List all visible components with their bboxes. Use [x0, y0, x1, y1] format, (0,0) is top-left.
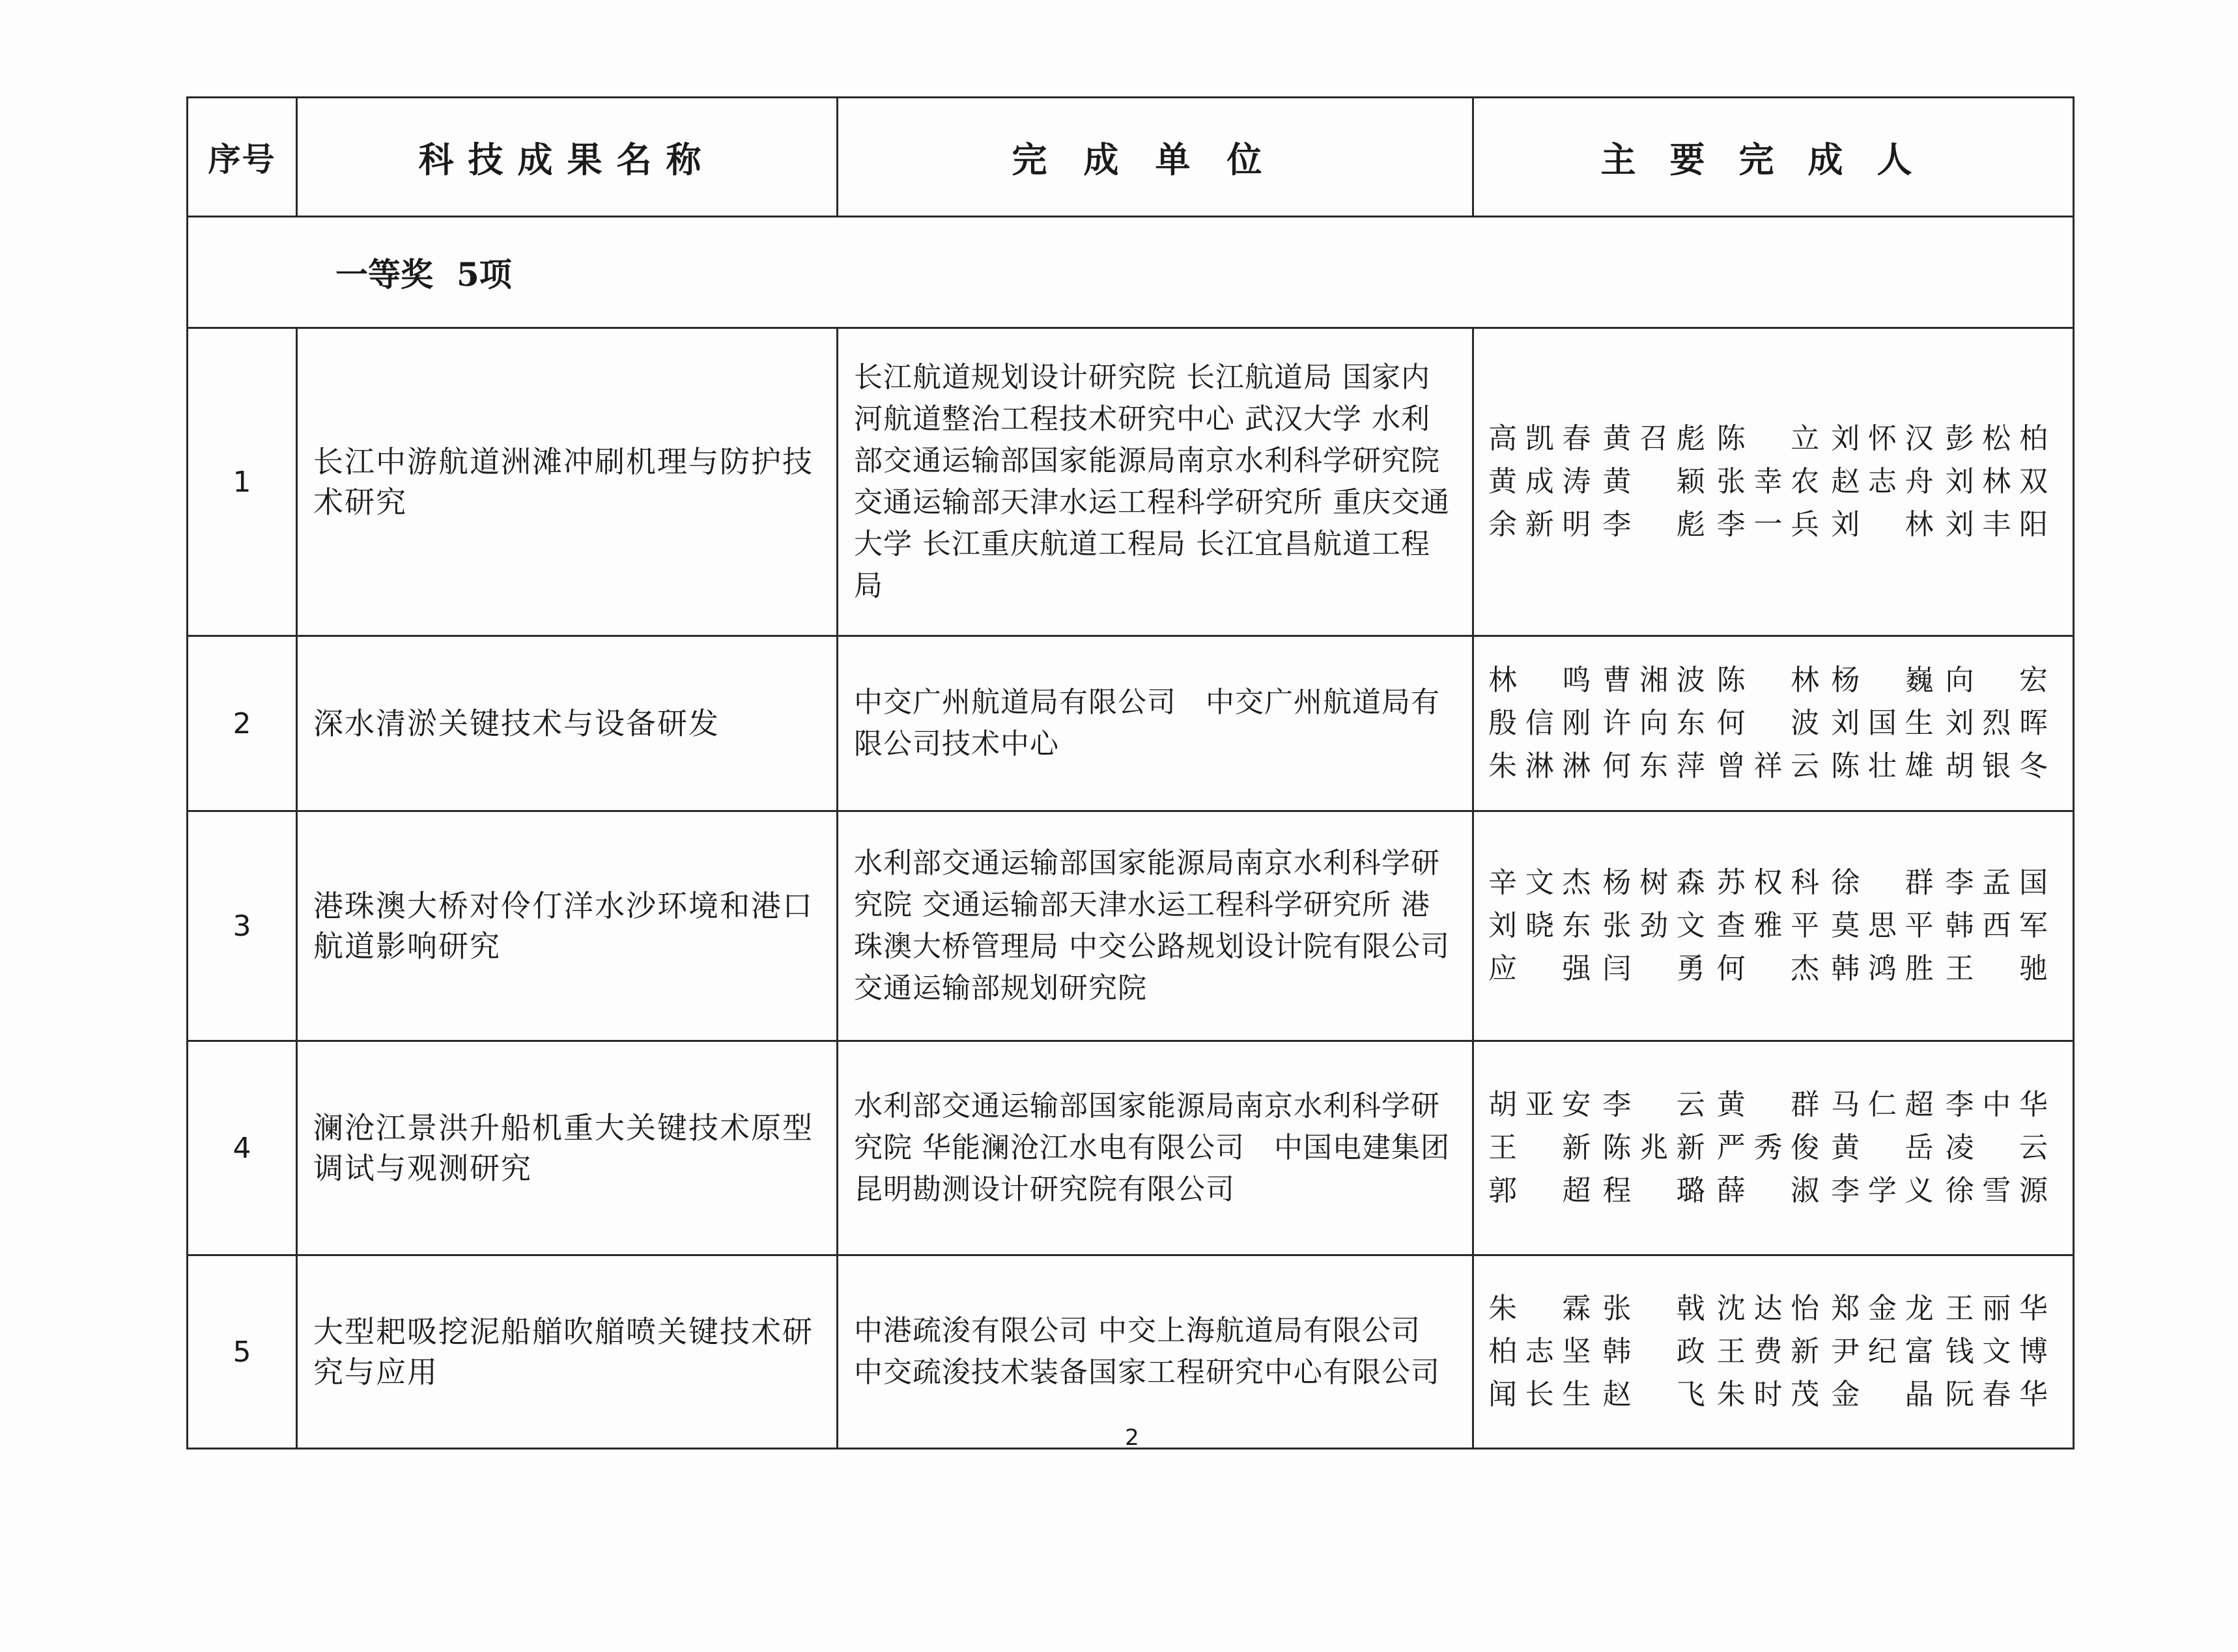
contributor: 阮春华	[1945, 1378, 2048, 1411]
contributor: 何波	[1716, 707, 1820, 740]
row-number: 3	[188, 811, 297, 1041]
contributor: 金晶	[1831, 1378, 1934, 1411]
contributor: 黄成涛	[1488, 465, 1591, 498]
contributor: 刘怀汉	[1831, 422, 1934, 455]
contributors-cell	[1473, 1041, 2074, 1255]
contributor: 凌云	[1945, 1131, 2048, 1164]
contributor: 徐雪源	[1945, 1174, 2048, 1207]
page-number: 2	[1125, 1425, 1139, 1451]
contributor: 黄颖	[1602, 465, 1705, 498]
contributor: 程璐	[1602, 1174, 1705, 1207]
contributor: 杨巍	[1831, 664, 1934, 697]
contributor: 沈达怡	[1716, 1292, 1820, 1325]
contributor: 韩鸿胜	[1831, 952, 1934, 985]
contributor: 王驰	[1945, 952, 2048, 985]
contributors-cell	[1473, 811, 2074, 1041]
row-number: 4	[188, 1041, 297, 1255]
contributor: 陈兆新	[1602, 1131, 1705, 1164]
contributor: 王新	[1488, 1131, 1591, 1164]
achievement-name: 港珠澳大桥对伶仃洋水沙环境和港口航道影响研究	[297, 811, 838, 1041]
table-row	[188, 1255, 2074, 1449]
contributor: 胡银冬	[1945, 749, 2048, 783]
contributor: 彭松柏	[1945, 422, 2048, 455]
contributor: 赵飞	[1602, 1378, 1705, 1411]
contributor: 高凯春	[1488, 422, 1591, 455]
row-number: 5	[188, 1255, 297, 1449]
contributor: 徐群	[1831, 866, 1934, 899]
contributor: 杨树森	[1602, 866, 1705, 899]
contributor: 陈林	[1716, 664, 1820, 697]
contributor: 陈立	[1716, 422, 1820, 455]
contributor: 李彪	[1602, 508, 1705, 541]
contributor: 查雅平	[1716, 909, 1820, 942]
contributor: 钱文博	[1945, 1335, 2048, 1368]
contributor: 刘林	[1831, 508, 1934, 541]
contributor: 王丽华	[1945, 1292, 2048, 1325]
completing-unit: 水利部交通运输部国家能源局南京水利科学研究院 华能澜沧江水电有限公司 中国电建集团昆明勘测设计研究院有限公司	[838, 1041, 1473, 1255]
contributor: 朱霖	[1488, 1292, 1591, 1325]
contributor: 苏权科	[1716, 866, 1820, 899]
achievement-name: 长江中游航道洲滩冲刷机理与防护技术研究	[297, 328, 838, 636]
contributor: 曾祥云	[1716, 749, 1820, 783]
contributor: 向宏	[1945, 664, 2048, 697]
completing-unit: 中港疏浚有限公司 中交上海航道局有限公司 中交疏浚技术装备国家工程研究中心有限公司	[838, 1255, 1473, 1449]
row-number: 2	[188, 636, 297, 811]
contributor: 殷信刚	[1488, 707, 1591, 740]
contributor: 刘丰阳	[1945, 508, 2048, 541]
completing-unit: 长江航道规划设计研究院 长江航道局 国家内河航道整治工程技术研究中心 武汉大学 水利部交通运输部国家能源局南京水利科学研究院 交通运输部天津水运工程科学研究所 重庆交通大学 长江重庆航道工程局 长江宜昌航道工程局	[838, 328, 1473, 636]
contributor: 刘烈晖	[1945, 707, 2048, 740]
section-title	[188, 217, 2074, 328]
section-row-first-prize	[188, 217, 2074, 328]
contributor: 刘林双	[1945, 465, 2048, 498]
contributor: 马仁超	[1831, 1088, 1934, 1121]
contributor: 李学义	[1831, 1174, 1934, 1207]
row-number: 1	[188, 328, 297, 636]
contributor: 张劲文	[1602, 909, 1705, 942]
contributor: 严秀俊	[1716, 1131, 1820, 1164]
table-row	[188, 811, 2074, 1041]
header-main-contributors: 主要完成人	[1473, 98, 2074, 217]
awards-table	[186, 96, 2075, 1449]
contributor: 李孟国	[1945, 866, 2048, 899]
achievement-name: 大型耙吸挖泥船艏吹艏喷关键技术研究与应用	[297, 1255, 838, 1449]
contributors-cell	[1473, 328, 2074, 636]
contributor: 尹纪富	[1831, 1335, 1934, 1368]
contributor: 许向东	[1602, 707, 1705, 740]
contributor: 李一兵	[1716, 508, 1820, 541]
contributor: 韩西军	[1945, 909, 2048, 942]
contributors-cell	[1473, 636, 2074, 811]
contributor: 李中华	[1945, 1088, 2048, 1121]
contributor: 黄岳	[1831, 1131, 1934, 1164]
table-row	[188, 636, 2074, 811]
contributor: 薛淑	[1716, 1174, 1820, 1207]
contributor: 刘国生	[1831, 707, 1934, 740]
contributor: 黄群	[1716, 1088, 1820, 1121]
contributor: 余新明	[1488, 508, 1591, 541]
achievement-name: 澜沧江景洪升船机重大关键技术原型调试与观测研究	[297, 1041, 838, 1255]
contributor: 张幸农	[1716, 465, 1820, 498]
section-count: 5项	[457, 255, 512, 294]
completing-unit: 水利部交通运输部国家能源局南京水利科学研究院 交通运输部天津水运工程科学研究所 港珠澳大桥管理局 中交公路规划设计院有限公司 交通运输部规划研究院	[838, 811, 1473, 1041]
contributor: 辛文杰	[1488, 866, 1591, 899]
contributor: 胡亚安	[1488, 1088, 1591, 1121]
header-serial-number: 序号	[188, 98, 297, 217]
contributor: 闫勇	[1602, 952, 1705, 985]
contributor: 应强	[1488, 952, 1591, 985]
contributor: 莫思平	[1831, 909, 1934, 942]
contributor: 何东萍	[1602, 749, 1705, 783]
contributor: 李云	[1602, 1088, 1705, 1121]
header-achievement-name: 科技成果名称	[297, 98, 838, 217]
contributor: 刘晓东	[1488, 909, 1591, 942]
contributors-cell	[1473, 1255, 2074, 1449]
contributor: 郑金龙	[1831, 1292, 1934, 1325]
contributor: 朱时茂	[1716, 1378, 1820, 1411]
contributor: 赵志舟	[1831, 465, 1934, 498]
completing-unit: 中交广州航道局有限公司 中交广州航道局有限公司技术中心	[838, 636, 1473, 811]
table-row	[188, 328, 2074, 636]
header-completing-unit: 完成单位	[838, 98, 1473, 217]
contributor: 何杰	[1716, 952, 1820, 985]
table-row	[188, 1041, 2074, 1255]
contributor: 曹湘波	[1602, 664, 1705, 697]
contributor: 黄召彪	[1602, 422, 1705, 455]
contributor: 郭超	[1488, 1174, 1591, 1207]
contributor: 陈壮雄	[1831, 749, 1934, 783]
contributor: 朱淋淋	[1488, 749, 1591, 783]
table-header-row	[188, 98, 2074, 217]
achievement-name: 深水清淤关键技术与设备研发	[297, 636, 838, 811]
contributor: 林鸣	[1488, 664, 1591, 697]
contributor: 张戟	[1602, 1292, 1705, 1325]
contributor: 闻长生	[1488, 1378, 1591, 1411]
contributor: 韩政	[1602, 1335, 1705, 1368]
contributor: 王费新	[1716, 1335, 1820, 1368]
section-label: 一等奖	[335, 255, 433, 294]
contributor: 柏志坚	[1488, 1335, 1591, 1368]
